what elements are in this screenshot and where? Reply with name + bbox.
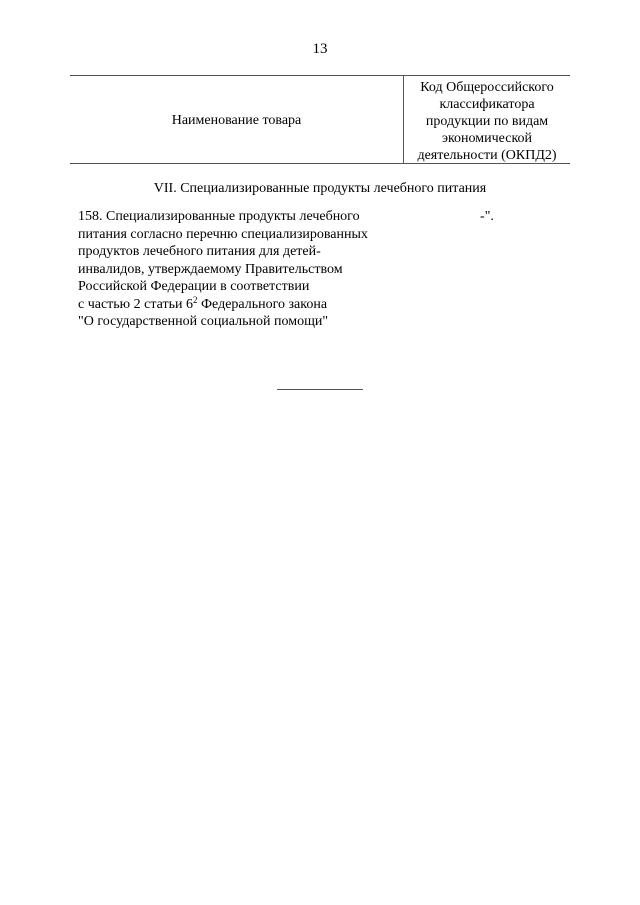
item-line-part: с частью 2 статьи 6: [78, 296, 193, 312]
item-line: питания согласно перечню специализированных: [78, 226, 368, 242]
header-code-line: Код Общероссийского: [420, 80, 554, 95]
header-name-label: Наименование товара: [171, 113, 302, 128]
item-line-with-superscript: [78, 296, 408, 314]
item-line-part: Федерального закона: [197, 296, 328, 312]
superscript: 2: [193, 294, 198, 305]
item-line: инвалидов, утверждаемому Правительством: [78, 261, 343, 277]
header-code-line: экономической: [441, 131, 533, 146]
item-line: продуктов лечебного питания для детей-: [78, 244, 321, 259]
header-code-line: деятельности (ОКПД2): [417, 148, 557, 163]
item-line: 158. Специализированные продукты лечебного: [78, 209, 360, 224]
header-code-line: классификатора: [439, 97, 535, 112]
item-line: Российской Федерации в соответствии: [78, 279, 310, 294]
section-title: VII. Специализированные продукты лечебного питания: [153, 181, 487, 196]
item-code: -".: [480, 209, 494, 224]
header-code-column: [404, 79, 570, 164]
item-description: [78, 208, 408, 331]
header-name-column: [70, 76, 403, 163]
header-code-line: продукции по видам: [425, 114, 549, 129]
item-line: "О государственной социальной помощи": [78, 314, 329, 329]
page-number: 13: [312, 41, 328, 57]
footer-rule: [277, 389, 363, 390]
table-header: [70, 75, 570, 164]
